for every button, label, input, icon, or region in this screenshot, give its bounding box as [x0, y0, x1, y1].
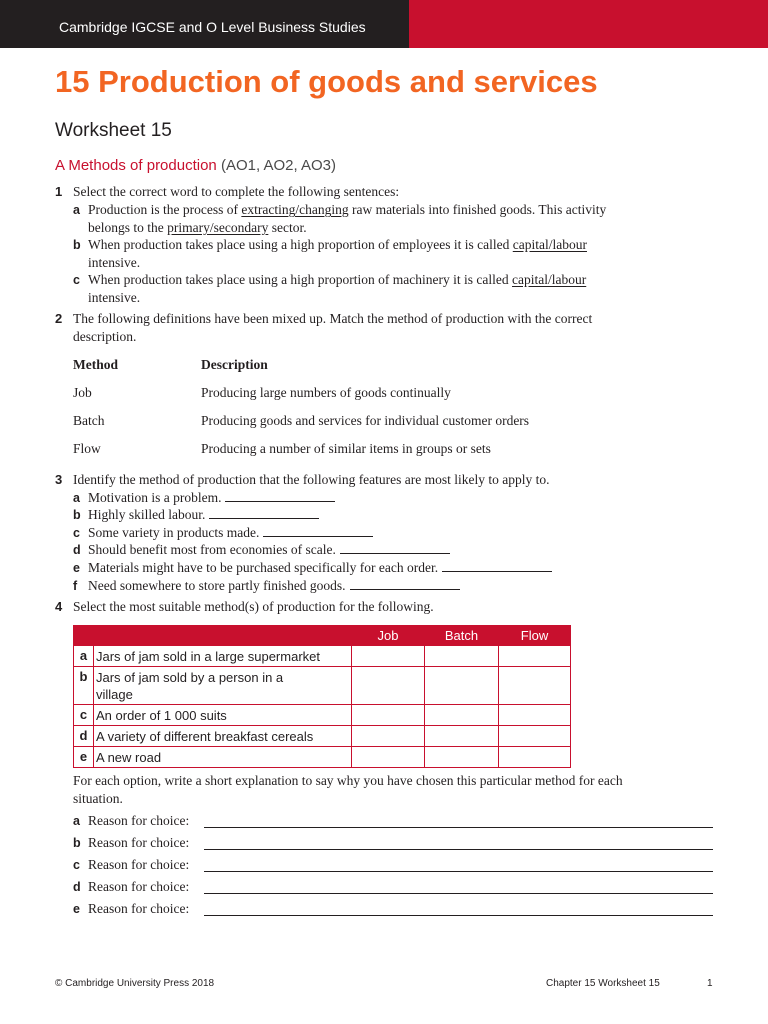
production-method-table: [73, 625, 571, 768]
description-cell: Producing a number of similar items in groups or sets: [201, 441, 491, 456]
item-letter: c: [73, 526, 80, 540]
answer-cell[interactable]: [425, 726, 499, 747]
text-fragment: sector.: [271, 220, 307, 235]
item-letter: e: [73, 902, 80, 916]
text-fragment: Production is the process of: [88, 202, 238, 217]
q3-item: [88, 559, 552, 577]
answer-cell[interactable]: [425, 646, 499, 667]
text-fragment: belongs to the: [88, 220, 164, 235]
column-header: Flow: [499, 626, 571, 646]
page-number: 1: [707, 978, 713, 989]
question-text: Select the most suitable method(s) of production for the following.: [73, 599, 434, 614]
header-blank: [74, 626, 94, 646]
reason-answer-line[interactable]: [204, 915, 713, 916]
row-letter: b: [74, 667, 94, 705]
row-letter: a: [74, 646, 94, 667]
item-letter: b: [73, 508, 81, 522]
reason-label: Reason for choice:: [88, 901, 190, 916]
answer-cell[interactable]: [352, 726, 425, 747]
question-text: The following definitions have been mixed up. Match the method of production with the correct: [73, 311, 593, 326]
item-text: Highly skilled labour.: [88, 507, 206, 522]
section-ao: (AO1, AO2, AO3): [220, 157, 337, 174]
answer-blank[interactable]: [340, 542, 450, 554]
reason-label: Reason for choice:: [88, 879, 190, 894]
answer-cell[interactable]: [352, 646, 425, 667]
table-row: [74, 705, 571, 726]
worksheet-title: Worksheet 15: [55, 120, 172, 141]
table-header-row: [74, 626, 571, 646]
table-row: [74, 747, 571, 768]
method-header: Method: [73, 357, 118, 372]
chapter-title: 15 Production of goods and services: [55, 64, 598, 99]
explain-text: situation.: [73, 791, 123, 806]
method-cell: Batch: [73, 413, 105, 428]
row-text: An order of 1 000 suits: [94, 705, 352, 726]
item-text: Motivation is a problem.: [88, 490, 222, 505]
question-text: Identify the method of production that the following features are most likely to apply to.: [73, 472, 550, 487]
item-text: Some variety in products made.: [88, 525, 260, 540]
answer-cell[interactable]: [352, 667, 425, 705]
q3-item: [88, 489, 335, 507]
answer-cell[interactable]: [499, 667, 571, 705]
item-letter: a: [73, 814, 80, 828]
item-text: Should benefit most from economies of scale.: [88, 542, 336, 557]
answer-cell[interactable]: [425, 747, 499, 768]
item-letter: a: [73, 491, 80, 505]
answer-blank[interactable]: [442, 560, 552, 572]
item-letter: d: [73, 880, 81, 894]
question-number: 2: [55, 311, 63, 326]
reason-label: Reason for choice:: [88, 813, 190, 828]
question-number: 4: [55, 599, 63, 614]
book-title: Cambridge IGCSE and O Level Business Studies: [59, 19, 366, 35]
row-letter: d: [74, 726, 94, 747]
item-letter: b: [73, 238, 81, 252]
description-cell: Producing large numbers of goods continually: [201, 385, 451, 400]
answer-cell[interactable]: [499, 747, 571, 768]
item-letter: c: [73, 273, 80, 287]
q1b-line2: intensive.: [88, 255, 141, 270]
q1a-line1: [88, 201, 606, 219]
question-number: 3: [55, 472, 63, 487]
answer-blank[interactable]: [225, 490, 335, 502]
item-letter: c: [73, 858, 80, 872]
item-letter: b: [73, 836, 81, 850]
row-text: A new road: [94, 747, 352, 768]
column-header: Batch: [425, 626, 499, 646]
row-text: Jars of jam sold in a large supermarket: [94, 646, 352, 667]
header-blank: [94, 626, 352, 646]
row-letter: e: [74, 747, 94, 768]
question-text: Select the correct word to complete the following sentences:: [73, 184, 400, 199]
text-fragment: When production takes place using a high proportion of machinery it is called: [88, 272, 509, 287]
item-letter: a: [73, 203, 80, 217]
answer-cell[interactable]: [499, 705, 571, 726]
word-choice[interactable]: primary/secondary: [167, 220, 269, 235]
text-fragment: raw materials into finished goods. This activity: [351, 202, 607, 217]
answer-blank[interactable]: [263, 525, 373, 537]
column-header: Job: [352, 626, 425, 646]
row-letter: c: [74, 705, 94, 726]
row-text: A variety of different breakfast cereals: [94, 726, 352, 747]
reason-answer-line[interactable]: [204, 849, 713, 850]
text-fragment: When production takes place using a high proportion of employees it is called: [88, 237, 510, 252]
q3-item: [88, 541, 450, 559]
section-heading-text: A Methods of production: [55, 157, 217, 174]
copyright-text: © Cambridge University Press 2018: [55, 978, 215, 989]
q1c-line2: intensive.: [88, 290, 141, 305]
item-text: Materials might have to be purchased specifically for each order.: [88, 560, 439, 575]
item-text: Need somewhere to store partly finished goods.: [88, 578, 346, 593]
row-text: Jars of jam sold by a person in a village: [94, 667, 352, 705]
description-cell: Producing goods and services for individual customer orders: [201, 413, 530, 428]
header-band-red: [409, 0, 768, 48]
description-header: Description: [201, 357, 268, 372]
reason-answer-line[interactable]: [204, 827, 713, 828]
chapter-reference: Chapter 15 Worksheet 15: [546, 978, 660, 989]
reason-label: Reason for choice:: [88, 835, 190, 850]
question-text: description.: [73, 329, 137, 344]
answer-cell[interactable]: [425, 667, 499, 705]
q1b-line1: [88, 236, 587, 254]
word-choice[interactable]: capital/labour: [512, 272, 587, 287]
word-choice[interactable]: extracting/changing: [241, 202, 349, 217]
answer-cell[interactable]: [425, 705, 499, 726]
reason-label: Reason for choice:: [88, 857, 190, 872]
answer-cell[interactable]: [352, 747, 425, 768]
answer-cell[interactable]: [499, 646, 571, 667]
q1c-line1: [88, 271, 586, 289]
method-cell: Flow: [73, 441, 101, 456]
question-number: 1: [55, 184, 63, 199]
explain-text: For each option, write a short explanation to say why you have chosen this particular method for each: [73, 773, 623, 788]
reason-answer-line[interactable]: [204, 871, 713, 872]
answer-blank[interactable]: [209, 507, 319, 519]
q3-item: [88, 524, 373, 542]
item-letter: f: [73, 579, 78, 593]
word-choice[interactable]: capital/labour: [512, 237, 587, 252]
answer-cell[interactable]: [352, 705, 425, 726]
table-row: [74, 646, 571, 667]
item-letter: e: [73, 561, 80, 575]
table-row: [74, 667, 571, 705]
method-cell: Job: [73, 385, 92, 400]
answer-cell[interactable]: [499, 726, 571, 747]
q1a-line2: [88, 219, 307, 237]
q3-item: [88, 577, 460, 595]
answer-blank[interactable]: [350, 578, 460, 590]
table-row: [74, 726, 571, 747]
section-heading: [55, 157, 336, 174]
reason-answer-line[interactable]: [204, 893, 713, 894]
q3-item: [88, 506, 319, 524]
item-letter: d: [73, 543, 81, 557]
